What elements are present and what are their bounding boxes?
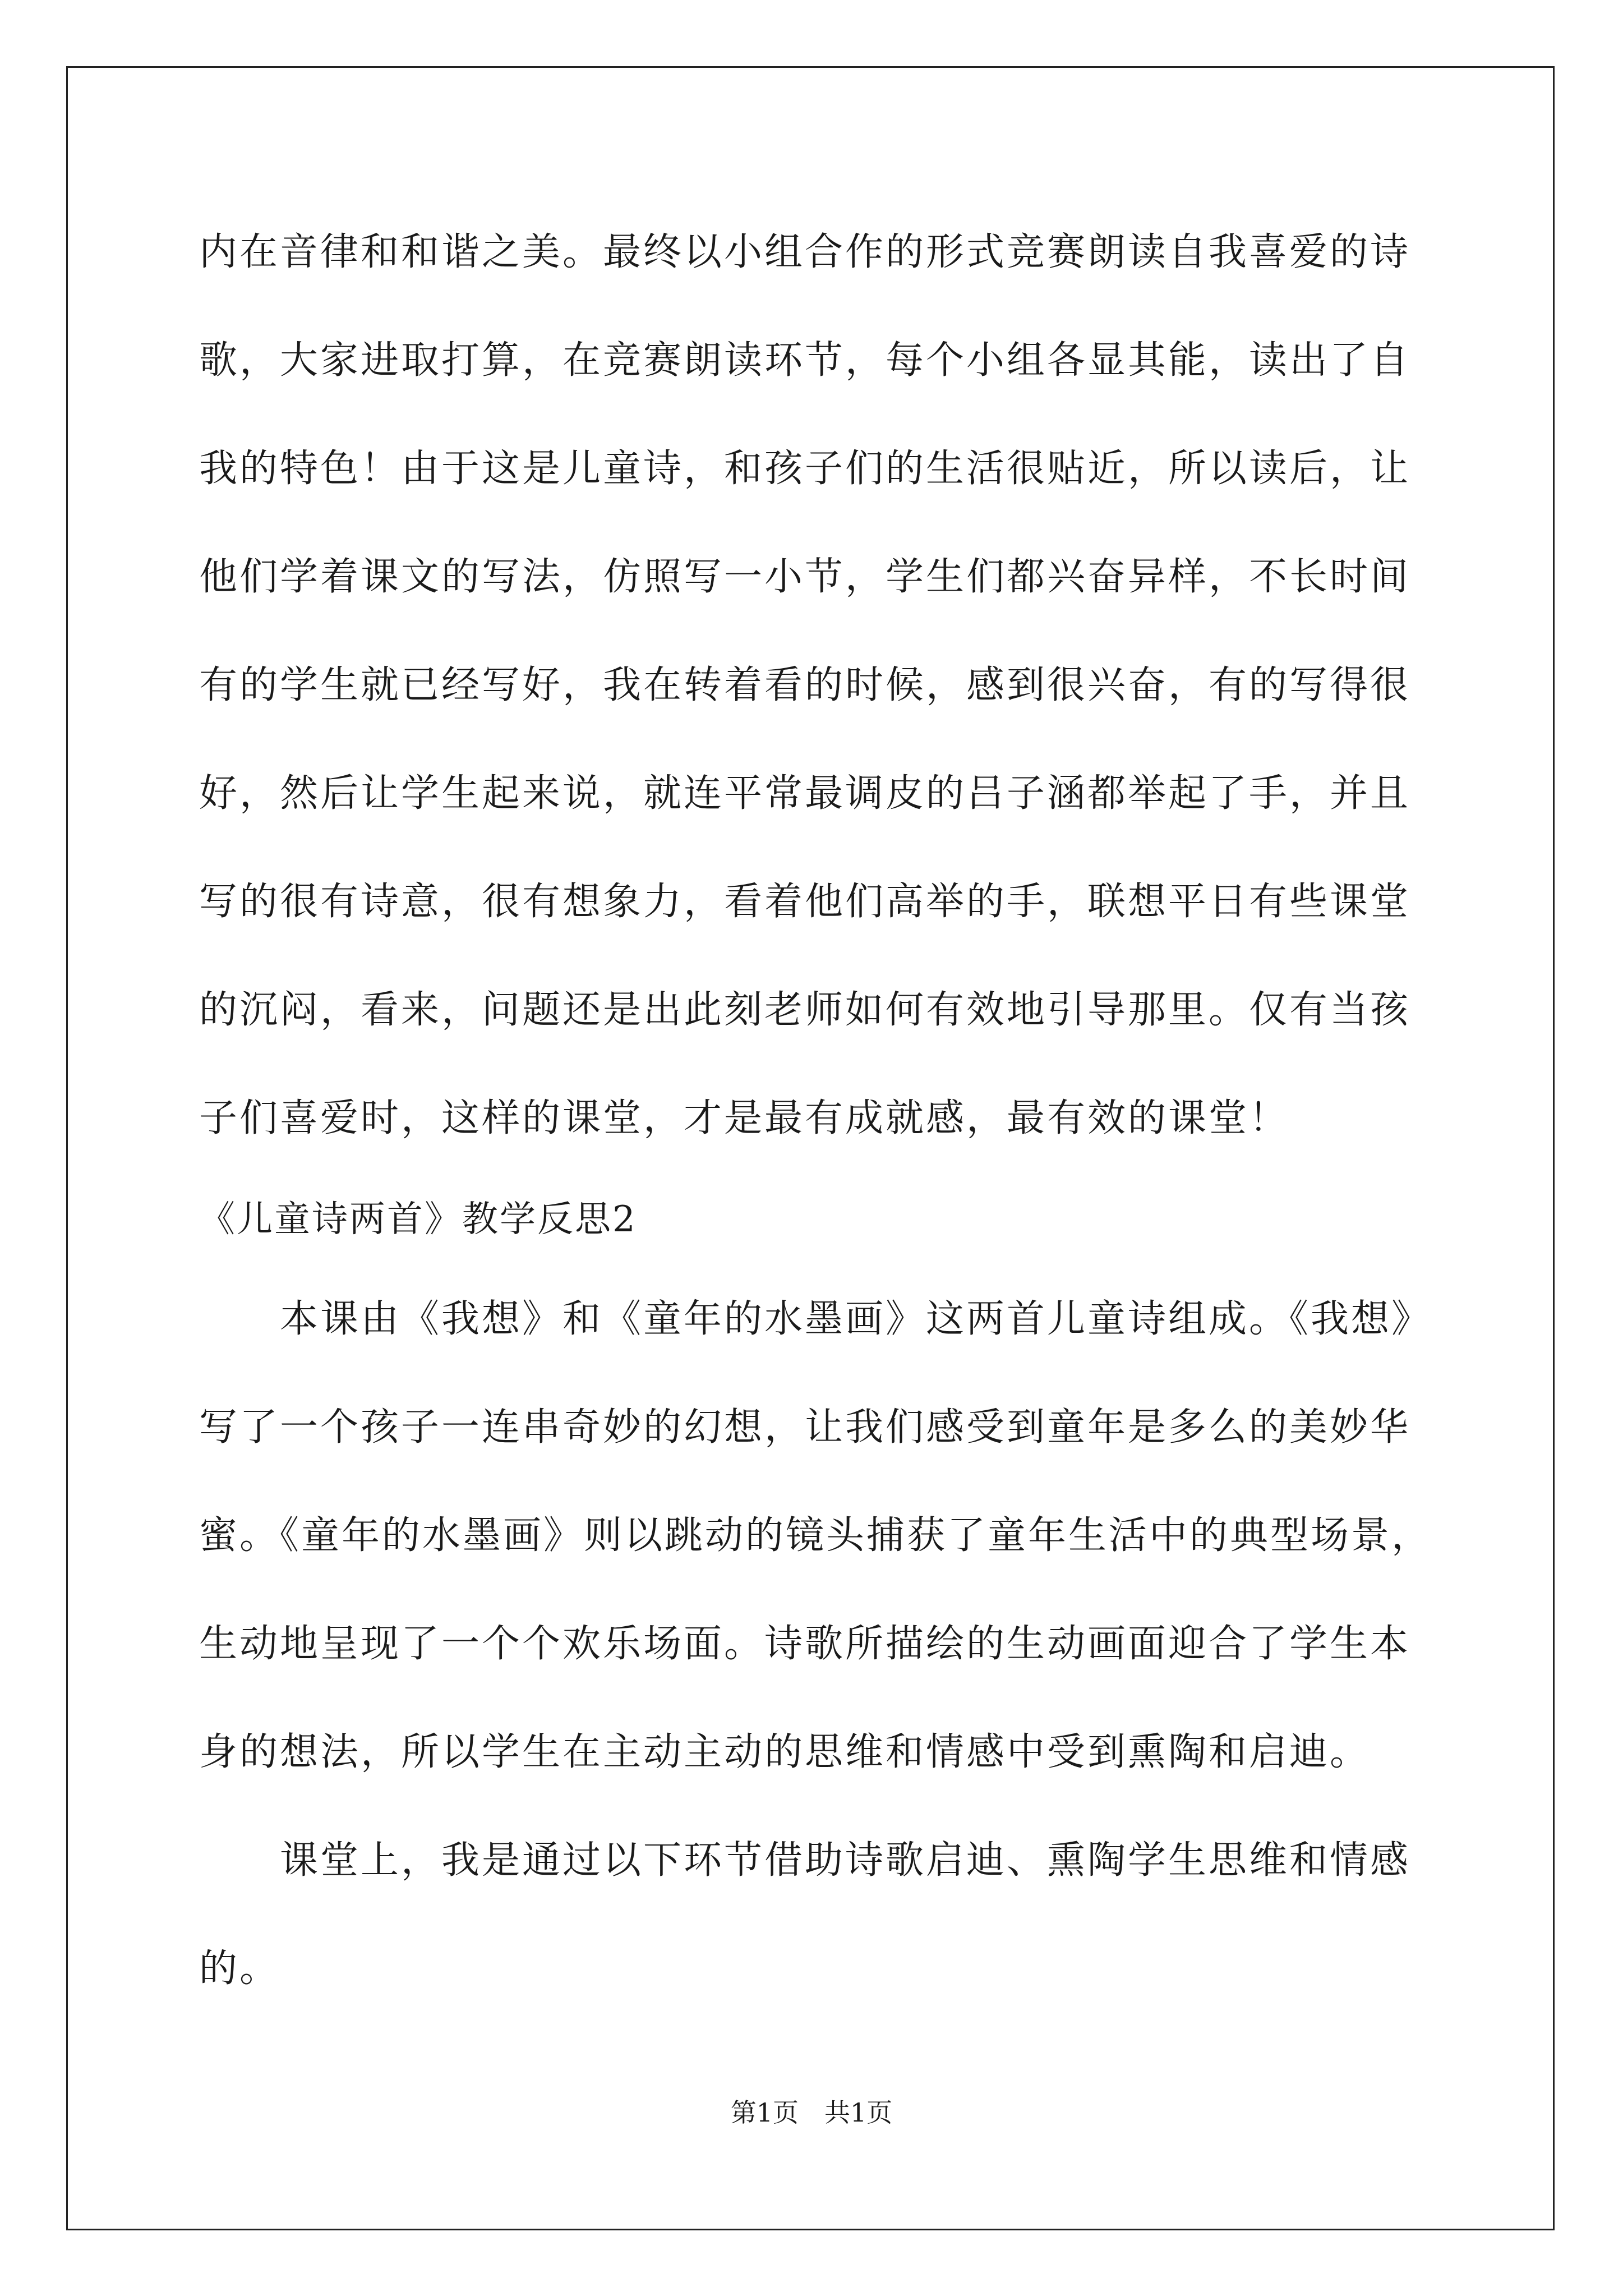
- paragraph-line: 本课由《我想》和《童年的水墨画》这两首儿童诗组成。《我想》: [199, 1297, 1432, 1341]
- paragraph-line: 身的想法，所以学生在主动主动的思维和情感中受到熏陶和启迪。: [199, 1730, 1371, 1774]
- paragraph-line: 的。: [199, 1947, 280, 1991]
- document-body: [199, 209, 1444, 2033]
- paragraph-line: 课堂上，我是通过以下环节借助诗歌启迪、熏陶学生思维和情感: [199, 1838, 1411, 1883]
- paragraph-line: 我的特色！由于这是儿童诗，和孩子们的生活很贴近，所以读后，让: [199, 447, 1411, 491]
- paragraph-line: 歌，大家进取打算，在竞赛朗读环节，每个小组各显其能，读出了自: [199, 338, 1411, 383]
- paragraph-line: 内在音律和和谐之美。最终以小组合作的形式竞赛朗读自我喜爱的诗: [199, 230, 1411, 274]
- paragraph-line: 有的学生就已经写好，我在转着看的时候，感到很兴奋，有的写得很: [199, 663, 1411, 707]
- paragraph-line: 子们喜爱时，这样的课堂，才是最有成就感，最有效的课堂！: [199, 1096, 1290, 1140]
- paragraph-line: 的沉闷，看来，问题还是出此刻老师如何有效地引导那里。仅有当孩: [199, 988, 1411, 1032]
- paragraph-line: 生动地呈现了一个个欢乐场面。诗歌所描绘的生动画面迎合了学生本: [199, 1622, 1411, 1666]
- paragraph-line: 蜜。《童年的水墨画》则以跳动的镜头捕获了童年生活中的典型场景，: [199, 1513, 1432, 1558]
- paragraph-line: 写的很有诗意，很有想象力，看着他们高举的手，联想平日有些课堂: [199, 880, 1411, 924]
- paragraph-line: 好，然后让学生起来说，就连平常最调皮的吕子涵都举起了手，并且: [199, 771, 1411, 816]
- paragraph-line: 写了一个孩子一连串奇妙的幻想，让我们感受到童年是多么的美妙华: [199, 1405, 1411, 1450]
- paragraph-line: 他们学着课文的写法，仿照写一小节，学生们都兴奋异样，不长时间: [199, 555, 1411, 599]
- page-footer: 第1页 共1页: [730, 2097, 893, 2128]
- section-heading: 《儿童诗两首》教学反思2: [199, 1199, 637, 1240]
